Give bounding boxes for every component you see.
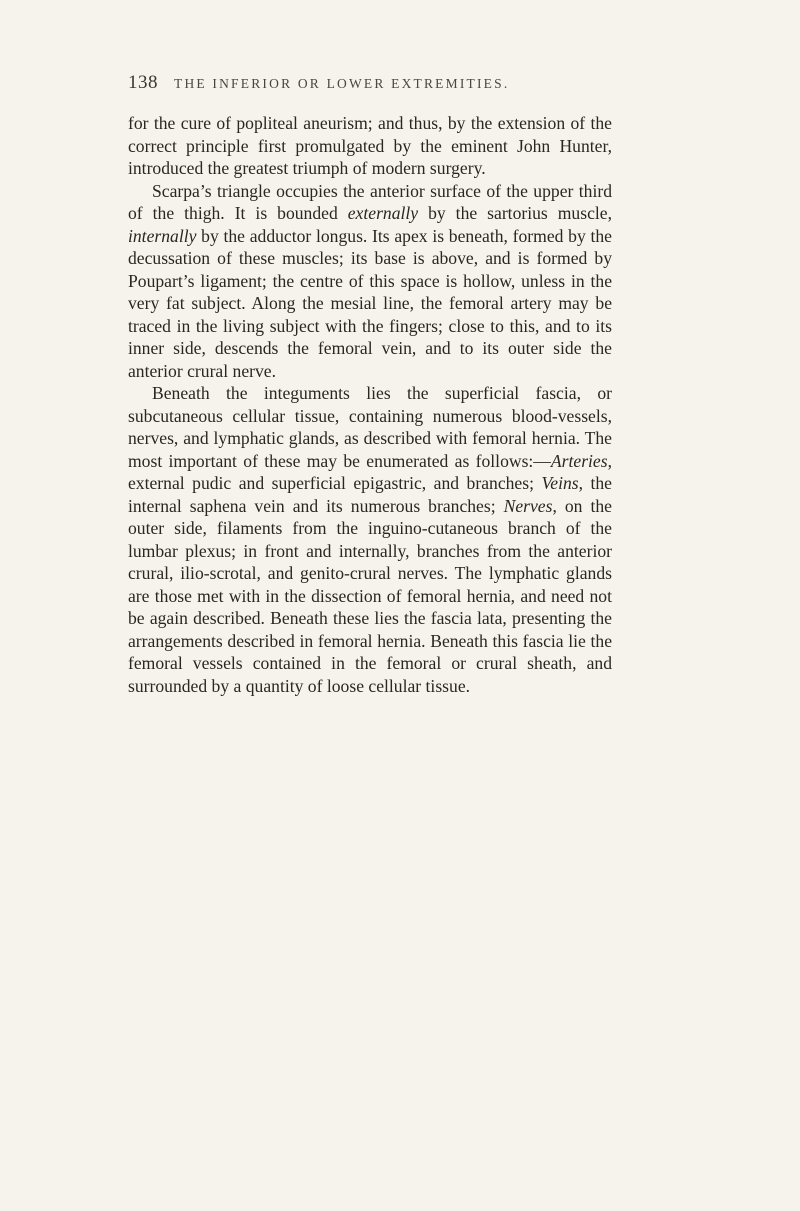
text-segment: , external pudic and superficial epigastric, and branches; — [128, 450, 612, 493]
italic-term-veins: Veins — [541, 473, 579, 493]
text-segment: Scarpa’s triangle occupies the anterior surface of the upper third of the thigh. It is bounded — [128, 180, 612, 223]
running-head — [128, 72, 628, 96]
italic-term-externally: externally — [347, 203, 419, 223]
italic-term-internally: internally — [128, 225, 197, 246]
paragraph-3 — [128, 382, 612, 697]
italic-term-nerves: Nerves — [503, 495, 553, 516]
running-title: THE INFERIOR OR LOWER EXTREMITIES. — [174, 76, 510, 91]
paragraph-2 — [128, 180, 612, 383]
text-segment: for the cure of popliteal aneurism; and thus, by the extension of the correct principle first promulgated by the eminent John Hunter, introduced the greatest triumph of modern surgery. — [128, 113, 612, 178]
italic-term-arteries: Arteries — [550, 450, 608, 471]
text-segment: by the adductor longus. Its apex is beneath, formed by the decussation of these muscles; its base is above, and is formed by Poupart’s ligament; the centre of this space is hollow, unless in the very fat subject. Along the mesial line, the femoral artery may be traced in the living subject with the fingers; close to this, and to its inner side, descends the femoral vein, and to its outer side the anterior crural nerve. — [128, 225, 612, 381]
paragraph-1 — [128, 112, 612, 180]
text-segment: Beneath the integuments lies the superficial fascia, or subcutaneous cellular tissue, containing numerous blood-vessels, nerves, and lymphatic glands, as described with femoral hernia. The most important of these may be enumerated as follows:— — [128, 383, 612, 471]
page-number: 138 — [128, 72, 158, 93]
body-text — [128, 112, 612, 697]
text-segment: , the internal saphena vein and its numerous branches; — [128, 473, 612, 516]
text-segment: , on the outer side, filaments from the inguino-cutaneous branch of the lumbar plexus; in front and internally, branches from the anterior crural, ilio-scrotal, and genito-crural nerves. The lymphatic glands are those met with in the dissection of femoral hernia, and need not be again described. Beneath these lies the fascia lata, presenting the arrangements described in femoral hernia. Beneath this fascia lie the femoral vessels contained in the femoral or crural sheath, and surrounded by a quantity of loose cellular tissue. — [128, 495, 612, 696]
text-segment: by the sartorius muscle, — [418, 203, 612, 223]
